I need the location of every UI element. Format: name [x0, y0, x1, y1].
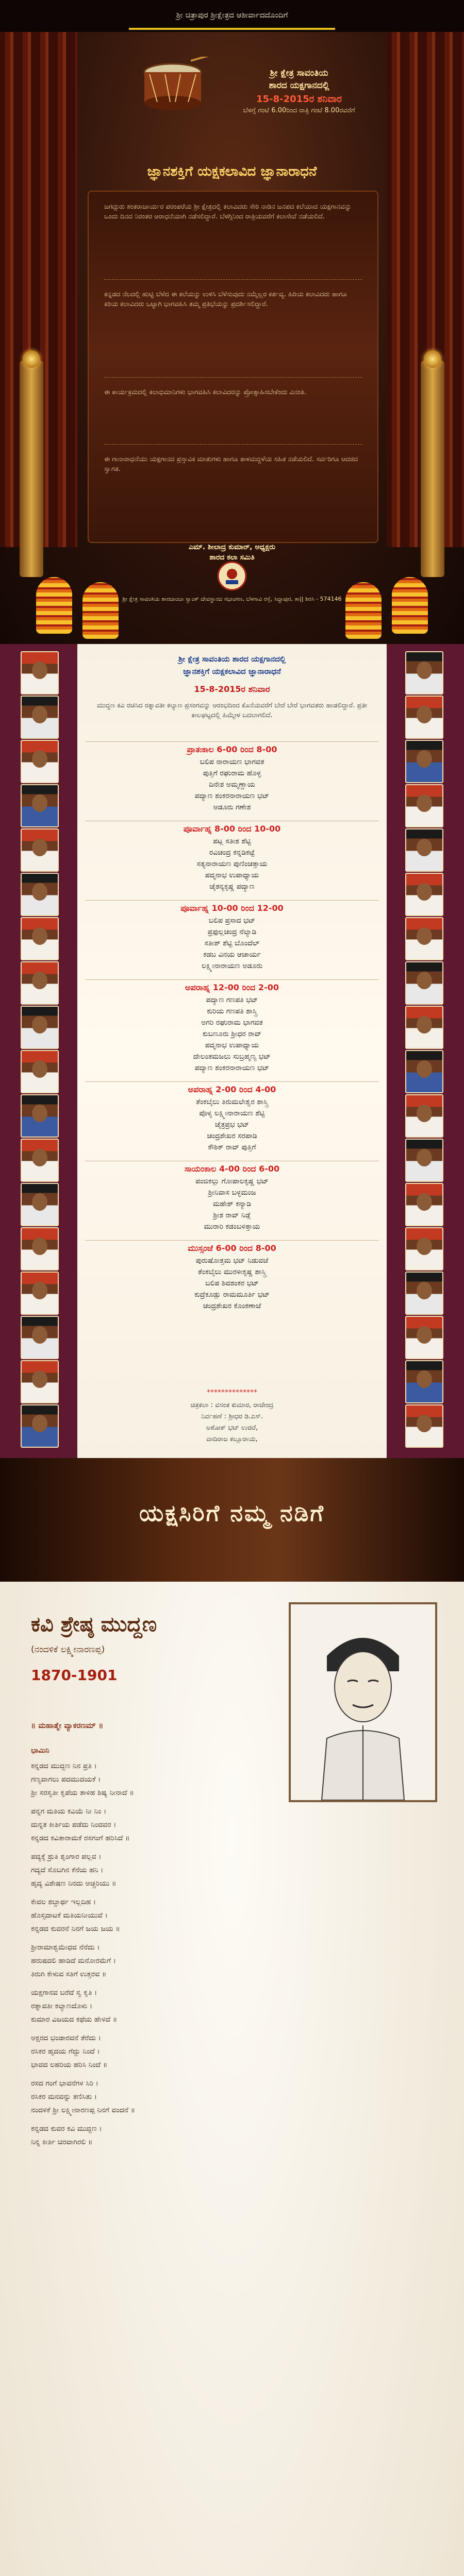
artist-photo — [405, 917, 443, 960]
schedule-title-1: ಶ್ರೀ ಕ್ಷೇತ್ರ ಸಾವಂತಿಯ ಶಾರದ ಯಕ್ಷಗಾನದಲ್ಲಿ — [178, 654, 286, 664]
face-icon — [417, 794, 432, 812]
artist-photo — [21, 873, 59, 916]
poem-line: ರಸಿಕರ ಹೃದಯ ಗೆದ್ದು ನಿಂದೆ । — [31, 2047, 100, 2056]
face-icon — [32, 1149, 47, 1166]
artist-name: ಅಗರಿ ರಘುರಾಮ ಭಾಗವತ — [201, 1019, 263, 1027]
face-icon — [32, 972, 47, 989]
face-icon — [417, 1415, 432, 1432]
artist-name: ಬಲಿಪ ಶಿವಶಂಕರ ಭಟ್ — [205, 1279, 259, 1287]
slot-divider — [85, 900, 379, 901]
left-pillar — [20, 361, 43, 577]
artist-photo — [21, 1050, 59, 1093]
poem-line: ಕನ್ನಡದ ಕವಿತಾರಾಮಕೆ ರಸಗಂಗೆ ಹರಿಸಿದೆ ॥ — [31, 1834, 130, 1842]
poet-name: ಕವಿ ಶ್ರೇಷ್ಠ ಮುದ್ದಣ — [31, 1613, 157, 1636]
artist-name: ದಿನೇಶ ಅಮ್ಮಣ್ಣಾಯ — [209, 781, 255, 789]
artist-name: ಕೌಶಿಕ್ ರಾವ್ ಪುತ್ತಿಗೆ — [208, 1143, 256, 1151]
poem-line: ರತ್ನಾವತೀ ಕಲ್ಯಾಣದೊಳು । — [31, 2002, 93, 2010]
artist-photo — [405, 828, 443, 872]
artist-photo — [21, 917, 59, 960]
face-icon — [417, 750, 432, 768]
face-icon — [417, 706, 432, 723]
face-icon — [417, 883, 432, 901]
event-date: 15-8-2015ರ ಶನಿವಾರ — [256, 94, 342, 105]
artist-name: ಪದ್ಮನಾಭ ಉಪಾಧ್ಯಾಯ — [205, 871, 259, 879]
program-title: ಜ್ಞಾನಶಕ್ತಿಗೆ ಯಕ್ಷಕಲಾವಿದ ಜ್ಞಾನಾರಾಧನೆ — [147, 164, 317, 179]
artist-name: ಸತೀಶ್ ಶೆಟ್ಟಿ ಬೊಂದೆಲ್ — [204, 939, 260, 947]
poem-line: ದುನ್ನತ ಕೀರ್ತಿಯ ಪಡೆದು ನಿಂದವರ । — [31, 1821, 117, 1829]
divider — [104, 377, 362, 378]
slot-title: ಸಾಯಂಕಾಲ 4-00 ರಿಂದ 6-00 — [184, 1164, 280, 1174]
poem-line: ರಸಿಕರ ಮನವನ್ನು ತಣಿಸಿತು । — [31, 2093, 97, 2101]
artist-photo — [405, 784, 443, 827]
slot-title: ಅಪರಾಹ್ನ 2-00 ರಿಂದ 4-00 — [188, 1084, 276, 1094]
poem-line: ಯಕ್ಷಗಾನವ ಬರೆದೆ ಸ್ವ ಕೃತಿ । — [31, 1989, 97, 1997]
poem-line: ನಿನ್ನ ಕೀರ್ತಿ ಚಿರವಾಗಿರಲಿ ॥ — [31, 2138, 93, 2146]
slot-divider — [85, 1240, 379, 1241]
slot-divider — [85, 979, 379, 980]
credits-line-1: ಚಿತ್ರಕಲಾ : ವಸಂತ ಕುಮಾರ, ರಾಜೇಂದ್ರ — [190, 1401, 274, 1409]
face-icon — [32, 927, 47, 945]
poem-section: ಭಾಮಿನಿ — [31, 1747, 49, 1755]
artist-photo — [405, 1006, 443, 1049]
credits-line-3: ಅಶೋಕ್ ಭಟ್ ಉಜಿರೆ, — [206, 1424, 258, 1432]
schedule-panel — [0, 644, 464, 1458]
poem-line: ಹೃದ್ಯ ವಿಶೇಷಣ ನಿನದು ಅಚ್ಚರಿಯು ॥ — [31, 1879, 117, 1888]
artist-name: ಶ್ರೀಶ ರಾವ್ ನಿಡ್ಲೆ — [213, 1211, 251, 1219]
artist-name: ಪಟ್ಲ ಸತೀಶ ಶೆಟ್ಟಿ — [213, 837, 251, 845]
poem-line: ಕನ್ನಡದ ಕುವರನೆ ನಿನಗೆ ಜಯ ಜಯ ॥ — [31, 1925, 120, 1933]
blessing-text: ಶ್ರೀ ಚಿತ್ರಾಪುರ ಶ್ರೀಕ್ಷೇತ್ರದ ಆಶೀರ್ವಾದದೊಂದಿಗೆ — [176, 10, 288, 20]
face-icon — [32, 1193, 47, 1211]
artist-name: ಚಂದ್ರಶೇಖರ ಕೊಂಕಣಾಜೆ — [203, 1302, 261, 1310]
invitation-para-2: ಕನ್ನಡದ ನೆಲದಲ್ಲಿ ಹುಟ್ಟಿ ಬೆಳೆದ ಈ ಕಲೆಯನ್ನು ಉಳಿಸಿ ಬೆಳೆಸುವುದು ನಮ್ಮೆಲ್ಲರ ಕರ್ತವ್ಯ. ಹಿರಿಯ ಕಲಾವಿದರು ಹಾಗೂ ಕಿರಿಯ ಕಲಾವಿದರು ಒಟ್ಟಾಗಿ ಭಾಗವಹಿಸಿ ತಮ್ಮ ಪ್ರತಿಭೆಯನ್ನು ಪ್ರದರ್ಶಿಸಲಿದ್ದಾರೆ. — [104, 291, 347, 308]
face-icon — [32, 839, 47, 856]
artist-name: ಪದ್ಯಾಣ ಶಂಕರನಾರಾಯಣ ಭಟ್ — [194, 792, 270, 800]
poem-line: ಹರುಷದಲಿ ಹಾಡಿದೆ ಮನೋರಮೆಗೆ । — [31, 1957, 116, 1965]
artist-photo — [405, 740, 443, 783]
artist-name: ಶ್ರೀನಿವಾಸ ಬಳ್ಳಮಂಜ — [208, 1189, 256, 1197]
face-icon — [417, 1326, 432, 1344]
artist-photo — [405, 651, 443, 694]
artist-name: ಚೈತನ್ಯಕೃಷ್ಣ ಪದ್ಯಾಣ — [209, 883, 255, 891]
artist-name: ತೆಂಕಬೈಲು ಮುರಳೀಕೃಷ್ಣ ಶಾಸ್ತ್ರಿ — [197, 1268, 267, 1276]
slot-title: ಪ್ರಾತಃಕಾಲ 6-00 ರಿಂದ 8-00 — [187, 744, 277, 754]
face-icon — [417, 839, 432, 856]
slot-title: ಪೂರ್ವಾಹ್ನ 8-00 ರಿಂದ 10-00 — [183, 824, 281, 834]
slogan-text: ಯಕ್ಷಸಿರಿಗೆ ನಮ್ಮ ನಡಿಗೆ — [139, 1500, 325, 1527]
face-icon — [417, 972, 432, 989]
artist-photo — [405, 1404, 443, 1448]
artist-name: ಬಲಿಪ ಪ್ರಸಾದ ಭಟ್ — [208, 917, 256, 925]
poet-portrait — [289, 1602, 437, 1802]
artist-photo — [21, 740, 59, 783]
poem-line: ಕೇವಲ ಶಬ್ದಾರ್ಥ ಇಲ್ಲದಿಹ । — [31, 1898, 96, 1906]
slot-title: ಪೂರ್ವಾಹ್ನ 10-00 ರಿಂದ 12-00 — [180, 903, 284, 913]
face-icon — [417, 1105, 432, 1122]
face-icon — [417, 1282, 432, 1299]
face-icon — [417, 1238, 432, 1255]
artist-name: ದೇಲಂತಮಜಲು ಸುಬ್ರಹ್ಮಣ್ಯ ಭಟ್ — [193, 1053, 271, 1061]
signature-name: ಎಮ್. ಶೀಲಾದ್ರ ಕುಮಾರ್, ಅಧ್ಯಕ್ಷರು — [188, 543, 276, 551]
artist-photo — [405, 1094, 443, 1138]
poem-line: ಪದ್ಯಕ್ಕೆ ಶ್ರುತಿ ಶೃಂಗಾರ ಪಲ್ಲವ । — [31, 1853, 102, 1861]
poem-line: ಅಕ್ಷರದ ಭಂಡಾರವನೆ ತೆರೆದು । — [31, 2034, 101, 2042]
artist-photo — [21, 1094, 59, 1138]
artist-name: ಪುರುಷೋತ್ತಮ ಭಟ್ ನಿಡುವಜೆ — [195, 1257, 269, 1265]
artist-name: ಮಹೇಶ್ ಕನ್ಯಾಡಿ — [212, 1200, 252, 1208]
artist-photo — [21, 1227, 59, 1270]
poem-line: ಕನ್ನಡದ ಕುವರ ಕವಿ ಮುದ್ದಣ । — [31, 2125, 102, 2133]
artist-photo — [405, 1316, 443, 1359]
artist-photo — [21, 828, 59, 872]
poem-line: ಗದ್ಯದೆ ಸೊಬಗಿನ ಕೆನೆಯ ಹನಿ । — [31, 1866, 104, 1874]
poster — [0, 0, 464, 644]
face-icon — [417, 1016, 432, 1033]
face-icon — [32, 883, 47, 901]
face-icon — [32, 794, 47, 812]
face-icon — [32, 1326, 47, 1344]
artist-photo — [21, 1272, 59, 1315]
divider — [104, 444, 362, 445]
face-icon — [32, 1238, 47, 1255]
signature-block — [103, 542, 361, 563]
divider — [104, 279, 362, 280]
artist-photo — [405, 1183, 443, 1226]
face-icon — [417, 927, 432, 945]
slot-title: ಮುಸ್ಸಂಜೆ 6-00 ರಿಂದ 8-00 — [188, 1243, 276, 1253]
poem-title: ॥ ಮಹಾತ್ಮೇ ವ್ಯಾಕರಣಮ್ ॥ — [31, 1721, 104, 1730]
artist-photo — [405, 696, 443, 739]
invitation-para-4: ಈ ಗಾನಾರಾಧನೆಯು ಯಕ್ಷಗಾನದ ಪ್ರಸ್ತಾವಿಕ ಮಾತುಗಳು ಹಾಗೂ ತಾಳಮದ್ದಳೆಯ ಸಹಿತ ನಡೆಯಲಿದೆ. ಸರ್ವರಿಗೂ ಆದರದ ಸ್ವಾಗತ. — [104, 455, 358, 473]
face-icon — [417, 1060, 432, 1078]
artist-photo — [405, 1360, 443, 1403]
poem-line: ಕುಮಾರ ವಿಜಯದ ಕಥೆಯ ಹೇಳಿದೆ ॥ — [31, 2015, 118, 2024]
face-icon — [32, 1105, 47, 1122]
artist-photo — [21, 651, 59, 694]
face-icon — [32, 1016, 47, 1033]
event-header — [222, 67, 376, 114]
face-icon — [417, 662, 432, 679]
event-title-1: ಶ್ರೀ ಕ್ಷೇತ್ರ ಸಾವಂತಿಯ — [270, 68, 328, 78]
org-logo-icon — [217, 561, 247, 591]
slot-divider — [85, 741, 379, 742]
poem-line: ಶ್ರೀರಾಮಾಶ್ವಮೇಧವ ನೆನೆದು । — [31, 1943, 100, 1952]
artist-name: ಕುದ್ರೆಕೂಡ್ಲು ರಾಮಮೂರ್ತಿ ಭಟ್ — [194, 1291, 270, 1299]
artist-photo — [21, 784, 59, 827]
face-icon — [417, 1193, 432, 1211]
artist-name: ಪದ್ಯಾಣ ಶಂಕರನಾರಾಯಣ ಭಟ್ — [194, 1064, 270, 1072]
garland-decoration — [36, 577, 72, 634]
poem-line: ಹೊಸ್ಸದಾಟಕೆ ಮತಿಯನೀಯುವೆ । — [31, 1911, 108, 1920]
schedule-intro: ಮುದ್ದಣ ಕವಿ ರಚಿಸಿದ ರತ್ನಾವತೀ ಕಲ್ಯಾಣ ಪ್ರಸಂಗವನ್ನು ಆರಂಭದಿಂದ ಕೊನೆಯವರೆಗೆ ಬೇರೆ ಬೇರೆ ಭಾಗವತರು ಹಾಡಲಿದ್ದಾರೆ. ಪ್ರತೀ ಕಾಲಘಟ್ಟದಲ್ಲಿ ಹಿಮ್ಮೇಳ ಬದಲಾಗಲಿದೆ. — [96, 702, 368, 719]
poem-line: ರಸದ ಗಂಗೆ ಭಾವನೆಗಳ ಸಿರಿ । — [31, 2079, 98, 2088]
face-icon — [32, 1370, 47, 1388]
artist-photo — [21, 1316, 59, 1359]
artist-photo — [405, 1272, 443, 1315]
artist-name: ಕುರಿಯ ಗಣಪತಿ ಶಾಸ್ತ್ರಿ — [207, 1007, 257, 1015]
poem-line: ತಿರುಗಿ ಕೇಳುವ ಸತಿಗೆ ಉತ್ತರವ ॥ — [31, 1970, 107, 1978]
stars-divider: ************** — [207, 1388, 257, 1397]
poem-line: ಕನ್ನಡದ ಮುದ್ದಣ ನಿನ ಪ್ರತಿ । — [31, 1762, 97, 1770]
artist-name: ಕಡಬ ವಿನಯ ಆಚಾರ್ಯ — [203, 951, 261, 959]
artist-name: ಪದ್ಮನಾಭ ಉಪಾಧ್ಯಾಯ — [205, 1041, 259, 1049]
face-icon — [32, 706, 47, 723]
artist-name: ಪಂಜಿಕಲ್ಲು ಗೋಪಾಲಕೃಷ್ಣ ಭಟ್ — [195, 1177, 269, 1185]
lamp-icon — [424, 350, 441, 368]
face-icon — [32, 662, 47, 679]
event-time: ಬೆಳಗ್ಗೆ ಗಂಟೆ 6.00ರಿಂದ ರಾತ್ರಿ ಗಂಟೆ 8.00ರವರೆಗೆ — [243, 107, 355, 114]
poem-line: ನಂದಳಿಕೆ ಶ್ರೀ ಲಕ್ಷ್ಮೀನಾರಣಪ್ಪ ನಿನಗೆ ವಂದನೆ ॥ — [31, 2106, 135, 2114]
face-icon — [417, 1149, 432, 1166]
face-icon — [32, 1282, 47, 1299]
event-title-2: ಶಾರದ ಯಕ್ಷಗಾನದಲ್ಲಿ — [269, 80, 329, 91]
poem-line: ಪನ್ನಗ ಮತಿಯ ಕವಿಯೆ ನೀ ನಿಂ । — [31, 1807, 107, 1816]
artist-photo — [405, 1139, 443, 1182]
slot-divider — [85, 1081, 379, 1082]
poet-years: 1870-1901 — [31, 1667, 118, 1684]
artist-name: ಕುಬಣೂರು ಶ್ರೀಧರ ರಾವ್ — [202, 1030, 262, 1038]
blessing-strip — [0, 0, 464, 32]
venue-address: ಶ್ರೀ ಕ್ಷೇತ್ರ ಸಾವಂತಿಯ ಶಾರದಾಂಬಾ ಸ್ವಾಂತ್ ದೇವಸ್ಥಾನದ ಸಭಾಂಗಣ, ಬೆಳಗಾವಿ ರಸ್ತೆ, ಸಿದ್ದಾಪುರ, ತಾ|| ಶಿರಸಿ - 574146 — [122, 596, 342, 602]
credits-line-4: ವಾದಿರಾಜ ಕಲ್ಲೂರಾಯ, — [206, 1435, 258, 1443]
artist-name: ತೆಂಕಬೈಲು ತಿರುಮಲೇಶ್ವರ ಶಾಸ್ತ್ರಿ — [196, 1098, 268, 1106]
signature-org: ಶಾರದ ಕಲಾ ಸಮಿತಿ — [209, 553, 255, 562]
artist-name: ಸತ್ಯನಾರಾಯಣ ಪುಣಿಂಚತ್ತಾಯ — [196, 860, 268, 868]
garland-decoration — [345, 582, 382, 639]
artist-photo — [21, 1404, 59, 1448]
poem-line: ಭಾವದ ಲಹರಿಯ ಹರಿಸಿ ನಿಂದೆ ॥ — [31, 2061, 108, 2069]
poem-panel — [0, 1582, 464, 2576]
schedule-title-2: ಜ್ಞಾನಶಕ್ತಿಗೆ ಯಕ್ಷಕಲಾವಿದ ಜ್ಞಾನಾರಾಧನೆ — [183, 667, 281, 676]
poem-line: ಶ್ರೀ ಸರಸ್ವತೀ ಕೃಪೆಯ ತಾಳಿಹ ಶಿಷ್ಯ ನೀನಾದೆ ॥ — [31, 1789, 134, 1797]
artist-photo — [21, 961, 59, 1005]
artist-name: ಚಂದ್ರಶೇಖರ ಸರಪಾಡಿ — [207, 1132, 257, 1140]
artist-photo — [405, 1227, 443, 1270]
artist-name: ಲಕ್ಷ್ಮೀನಾರಾಯಣ ಅಡೂರು — [201, 962, 263, 970]
face-icon — [32, 1415, 47, 1432]
invitation-para-3: ಈ ಕಾರ್ಯಕ್ರಮದಲ್ಲಿ ಕಲಾಭಿಮಾನಿಗಳು ಭಾಗವಹಿಸಿ ಕಲಾವಿದರನ್ನು ಪ್ರೋತ್ಸಾಹಿಸಬೇಕೆಂದು ವಿನಂತಿ. — [104, 388, 307, 396]
artist-photo — [21, 696, 59, 739]
invitation-para-1: ಜಗದ್ಗುರು ಶಂಕರಾಚಾರ್ಯರ ಪರಂಪರೆಯ ಶ್ರೀ ಕ್ಷೇತ್ರದಲ್ಲಿ ಕಲಾವಿದರು ಸೇರಿ ನಾಡಿನ ಜನಪದ ಕಲೆಯಾದ ಯಕ್ಷಗಾನವನ್ನು ಒಂದು ದಿನದ ನಿರಂತರ ಆರಾಧನೆಯಾಗಿ ನಡೆಸಲಿದ್ದಾರೆ. ಬೆಳಗ್ಗಿನಿಂದ ರಾತ್ರಿಯವರೆಗೆ ಕಲಾಸೇವೆ ನಡೆಯಲಿದೆ. — [104, 203, 352, 221]
artist-photo — [21, 1360, 59, 1403]
artist-name: ಬಲಿಪ ನಾರಾಯಣ ಭಾಗವತ — [200, 758, 264, 766]
artist-photo — [21, 1006, 59, 1049]
accent-bar — [129, 28, 335, 30]
artist-photo — [21, 1183, 59, 1226]
face-icon — [32, 750, 47, 768]
face-icon — [32, 1060, 47, 1078]
garland-decoration — [82, 582, 119, 639]
garland-decoration — [392, 577, 428, 634]
artist-name: ಪ್ರಫುಲ್ಲಚಂದ್ರ ನೆಲ್ಯಾಡಿ — [207, 928, 257, 936]
invitation-panel — [88, 191, 378, 543]
artist-name: ಅಡೂರು ಗಣೇಶ — [213, 803, 251, 811]
face-icon — [417, 1370, 432, 1388]
poet-subtitle: (ನಂದಳಿಕೆ ಲಕ್ಷ್ಮೀನಾರಣಪ್ಪ) — [31, 1645, 105, 1655]
artist-photo — [405, 1050, 443, 1093]
slogan-banner — [0, 1458, 464, 1582]
artist-name: ಪದ್ಯಾಣ ಗಣಪತಿ ಭಟ್ — [206, 996, 258, 1004]
artist-photo — [405, 873, 443, 916]
slot-title: ಅಪರಾಹ್ನ 12-00 ರಿಂದ 2-00 — [185, 982, 279, 992]
schedule-date: 15-8-2015ರ ಶನಿವಾರ — [194, 684, 270, 694]
poem-line: ಗಣ್ಯವಾಗಲು ಪದಮುದಯಕೆ । — [31, 1775, 101, 1784]
artist-name: ರವಿಚಂದ್ರ ಕನ್ನಡಿಕಟ್ಟೆ — [209, 849, 255, 857]
chende-drum-icon — [134, 57, 211, 113]
right-pillar — [421, 361, 444, 577]
credits-line-2: ನಿರ್ವಹಣೆ : ಶ್ರೀಧರ ಡಿ.ಎಸ್. — [201, 1413, 263, 1420]
artist-name: ಚೈತ್ರಪ್ರಭ ಭಟ್ — [214, 1121, 250, 1129]
artist-photo — [21, 1139, 59, 1182]
artist-photo — [405, 961, 443, 1005]
artist-name: ಪುತ್ತಿಗೆ ರಘುರಾಮ ಹೊಳ್ಳ — [203, 769, 261, 777]
lamp-icon — [23, 350, 40, 368]
artist-name: ಮುರಾರಿ ಕಡಂಬಳಿತ್ತಾಯ — [204, 1223, 260, 1231]
artist-name: ಪೊಳ್ಯ ಲಕ್ಷ್ಮೀನಾರಾಯಣ ಶೆಟ್ಟಿ — [199, 1109, 265, 1117]
